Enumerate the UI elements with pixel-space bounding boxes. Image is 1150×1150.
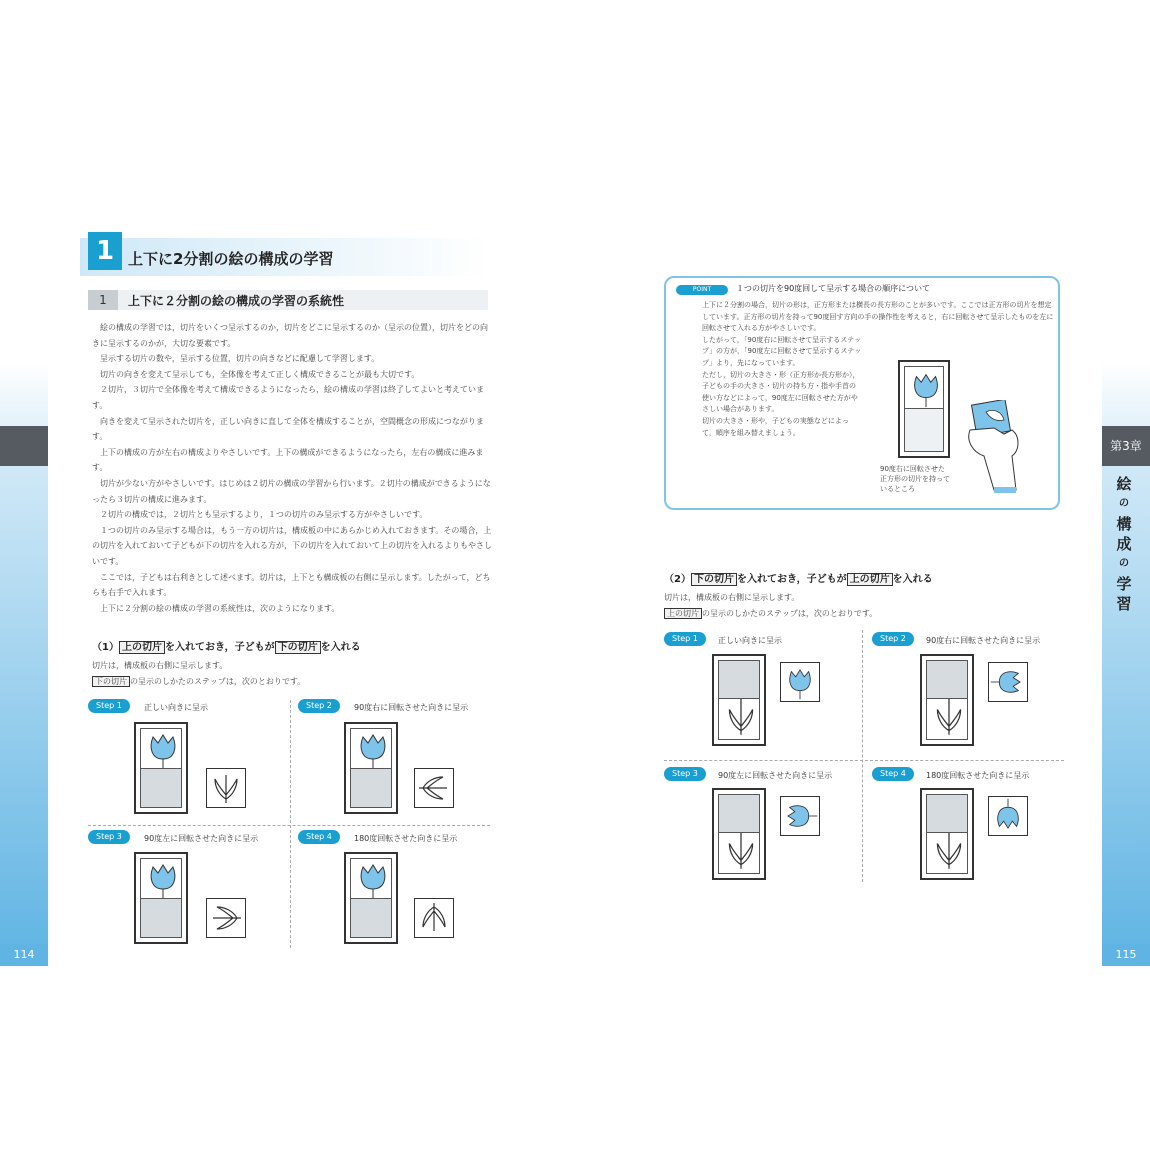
step-caption: 180度回転させた向きに呈示 [354,834,458,843]
flower-card [780,662,820,702]
section-number: 1 [88,232,122,270]
flower-card [988,662,1028,702]
step-caption: 正しい向きに呈示 [144,703,208,712]
step-badge: Step 4 [298,830,340,844]
tulip-leaf-icon [927,699,971,739]
composition-board [898,360,950,458]
paragraph: ２切片，３切片で全体像を考えて構成できるようになったら，絵の構成の学習は終了してよいと考えています。 [92,385,484,410]
tulip-flower-icon [905,367,947,409]
point-paragraph: 上下に２分割の場合，切片の形は，正方形または横長の長方形のことが多いです。ここでは正方形の切片を想定しています。正方形の切片を持って90度回す方向の手の操作性を考えると，右に回転させて呈示したものを左に回転させて入れる方がやさしいです。 [702,301,1054,333]
paragraph: ２切片の構成では，２切片とも呈示するより，１つの切片のみ呈示する方がやさしいです。 [100,510,428,520]
body-text [92,320,492,616]
part1-note-2: 下の切片 の呈示のしかたのステップは，次のとおりです。 [92,676,305,687]
composition-board [712,654,766,746]
point-label: POINT [676,285,728,295]
page-number-right: 115 [1102,944,1150,966]
tulip-flower-upside-down-icon [989,797,1027,835]
page-number-left: 114 [0,944,48,966]
tulip-leaf-icon [927,833,971,873]
tulip-flower-icon [141,729,185,769]
step-badge: Step 3 [88,830,130,844]
composition-board [344,852,398,944]
point-paragraph: 切片の大きさ・形や，子どもの実態などによって，順序を組み替えましょう。 [702,416,849,437]
part2-heading: （2） 下の切片 を入れておき，子どもが 上の切片 を入れる [664,574,933,585]
leaf-card [206,768,246,808]
leaf-card [414,768,454,808]
step-caption: 90度右に回転させた向きに呈示 [926,636,1041,645]
point-paragraph: ただし，切片の大きさ・形（正方形か長方形か），子どもの手の大きさ・切片の持ち方・指や手首の使い方などによって，90度左に回転させた方がやさしい場合があります。 [702,370,860,414]
hand-holding-card-illustration [964,400,1034,496]
divider [664,760,1064,761]
step-badge: Step 2 [298,699,340,713]
part1-note-1: 切片は，構成板の右側に呈示します。 [92,661,228,670]
tulip-flower-icon [141,859,185,899]
divider [862,630,863,882]
tulip-leaf-rotated-icon [207,899,245,937]
paragraph: 向きを変えて呈示された切片を，正しい向きに直して全体を構成することが，空間概念の形成につながります。 [92,416,484,442]
chapter-vertical-title: 絵 の 構 成 の 学 習 [1116,475,1132,613]
tulip-leaf-icon [719,833,763,873]
divider [88,825,490,826]
step-badge: Step 4 [872,767,914,781]
paragraph: 上下に２分割の絵の構成の学習の系統性は，次のようになります。 [100,603,340,613]
flower-card [988,796,1028,836]
chapter-tab: 第3章 [1102,426,1150,466]
paragraph: 絵の構成の学習では，切片をいくつ呈示するのか，切片をどこに呈示するのか（呈示の位置），切片をどの向きに呈示するのかが，大切な要素です。 [92,323,488,348]
part1-heading: （1） 上の切片 を入れておき，子どもが 下の切片 を入れる [92,642,361,653]
paragraph: 切片が少ない方がやさしいです。はじめは２切片の構成の学習から行います。２切片の構成ができるようになったら３切片の構成に進みます。 [92,478,491,504]
step-badge: Step 1 [88,699,130,713]
figure-caption: 90度右に回転させた 正方形の切片を持って いるところ [880,465,950,493]
leaf-card [206,898,246,938]
paragraph: 切片の向きを変えて呈示しても，全体像を考えて正しく構成できることが最も大切です。 [100,369,420,379]
tulip-leaf-rotated-icon [415,769,453,807]
composition-board [920,654,974,746]
tulip-leaf-icon [207,769,245,807]
step-badge: Step 3 [664,767,706,781]
step-caption: 180度回転させた向きに呈示 [926,771,1030,780]
step-caption: 90度左に回転させた向きに呈示 [718,771,833,780]
composition-board [920,788,974,880]
composition-board [134,852,188,944]
point-paragraph: したがって，「90度右に回転させて呈示するステップ」の方が，「90度左に回転させて呈示するステップ」より，先になっています。 [702,335,862,367]
divider [290,700,291,948]
step-caption: 90度右に回転させた向きに呈示 [354,703,469,712]
tulip-flower-icon [351,859,395,899]
subsection-title: 上下に２分割の絵の構成の学習の系統性 [128,294,345,308]
part2-note-1: 切片は，構成板の右側に呈示します。 [664,593,800,602]
flower-card [780,796,820,836]
composition-board [344,722,398,814]
tulip-flower-icon [351,729,395,769]
composition-board [712,788,766,880]
step-badge: Step 1 [664,632,706,646]
tulip-flower-rotated-icon [781,797,819,835]
point-title: １つの切片を90度回して呈示する場合の順序について [736,284,931,293]
paragraph: ここでは，子どもは右利きとして述べます。切片は，上下とも構成板の右側に呈示します。したがって，どちらも右手で入れます。 [92,572,491,598]
part2-note-2: 上の切片 の呈示のしかたのステップは，次のとおりです。 [664,608,877,619]
leaf-card [414,898,454,938]
left-chapter-tab [0,426,48,466]
paragraph: １つの切片のみ呈示する場合は，もう一方の切片は，構成板の中にあらかじめ入れておきます。その場合，上の切片を入れておいて子どもが下の切片を入れる方が，下の切片を入れておいて上の切片を入れるよりもやさしいです。 [92,525,492,566]
step-caption: 90度左に回転させた向きに呈示 [144,834,259,843]
tulip-leaf-icon [719,699,763,739]
tulip-leaf-upside-down-icon [415,899,453,937]
tulip-flower-icon [781,663,819,701]
tulip-flower-rotated-icon [989,663,1027,701]
step-caption: 正しい向きに呈示 [718,636,782,645]
subsection-number: 1 [88,290,118,310]
section-title: 上下に2分割の絵の構成の学習 [128,250,334,268]
paragraph: 上下の構成の方が左右の構成よりやさしいです。上下の構成ができるようになったら，左右の構成に進みます。 [92,447,484,473]
paragraph: 呈示する切片の数や，呈示する位置，切片の向きなどに配慮して学習します。 [100,354,380,364]
step-badge: Step 2 [872,632,914,646]
composition-board [134,722,188,814]
